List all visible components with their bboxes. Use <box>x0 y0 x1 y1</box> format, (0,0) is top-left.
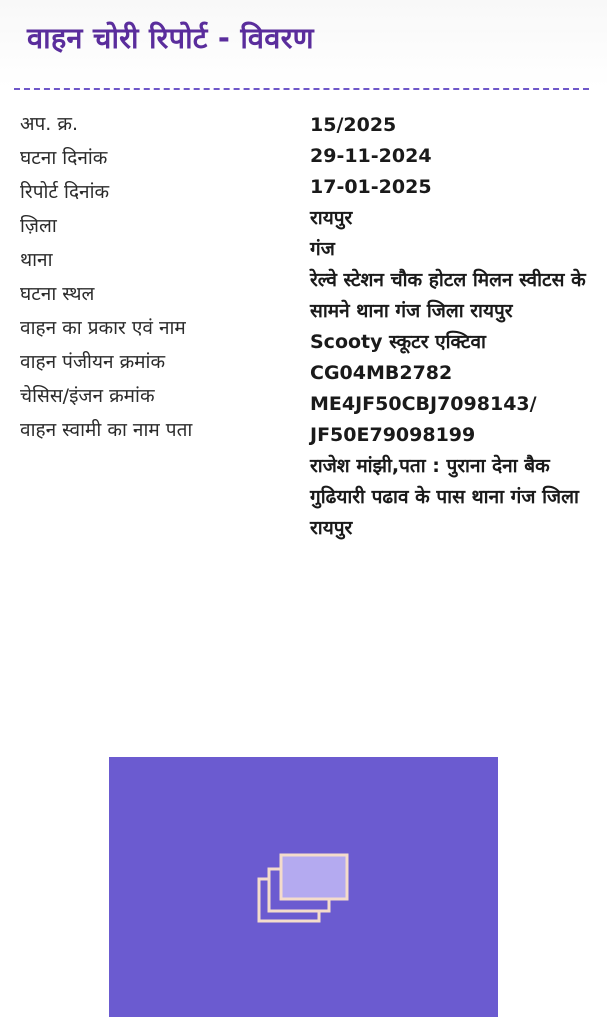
label-incident-date: घटना दिनांक <box>20 147 108 169</box>
header <box>0 0 607 88</box>
value-report-date: 17-01-2025 <box>310 176 432 198</box>
field-values <box>310 110 595 544</box>
gallery-icon <box>257 849 353 925</box>
value-vehicle-type: Scooty स्कूटर एक्टिवा <box>310 331 486 353</box>
value-owner: राजेश मांझी,पता : पुराना देना बैक गुढियारी पढाव के पास थाना गंज जिला रायपुर <box>310 455 579 539</box>
page-title: वाहन चोरी रिपोर्ट - विवरण <box>27 21 314 55</box>
label-incident-place: घटना स्थल <box>20 283 95 305</box>
label-case-number: अप. क्र. <box>20 113 79 135</box>
label-police-station: थाना <box>20 249 53 271</box>
dashed-divider <box>14 88 589 90</box>
value-police-station: गंज <box>310 238 335 260</box>
image-placeholder[interactable] <box>109 757 498 1017</box>
label-vehicle-type: वाहन का प्रकार एवं नाम <box>20 317 186 339</box>
label-owner: वाहन स्वामी का नाम पता <box>20 419 193 441</box>
label-district: ज़िला <box>20 215 57 237</box>
value-incident-date: 29-11-2024 <box>310 145 432 167</box>
value-incident-place: रेल्वे स्टेशन चौक होटल मिलन स्वीटस के सामने थाना गंज जिला रायपुर <box>310 269 586 322</box>
value-district: रायपुर <box>310 207 353 229</box>
value-registration-number: CG04MB2782 <box>310 362 453 384</box>
field-labels <box>20 112 300 452</box>
label-chassis-engine: चेसिस/इंजन क्रमांक <box>20 385 155 407</box>
value-chassis-engine: ME4JF50CBJ7098143/ JF50E79098199 <box>310 393 537 446</box>
label-registration-number: वाहन पंजीयन क्रमांक <box>20 351 166 373</box>
value-case-number: 15/2025 <box>310 114 397 136</box>
label-report-date: रिपोर्ट दिनांक <box>20 181 110 203</box>
